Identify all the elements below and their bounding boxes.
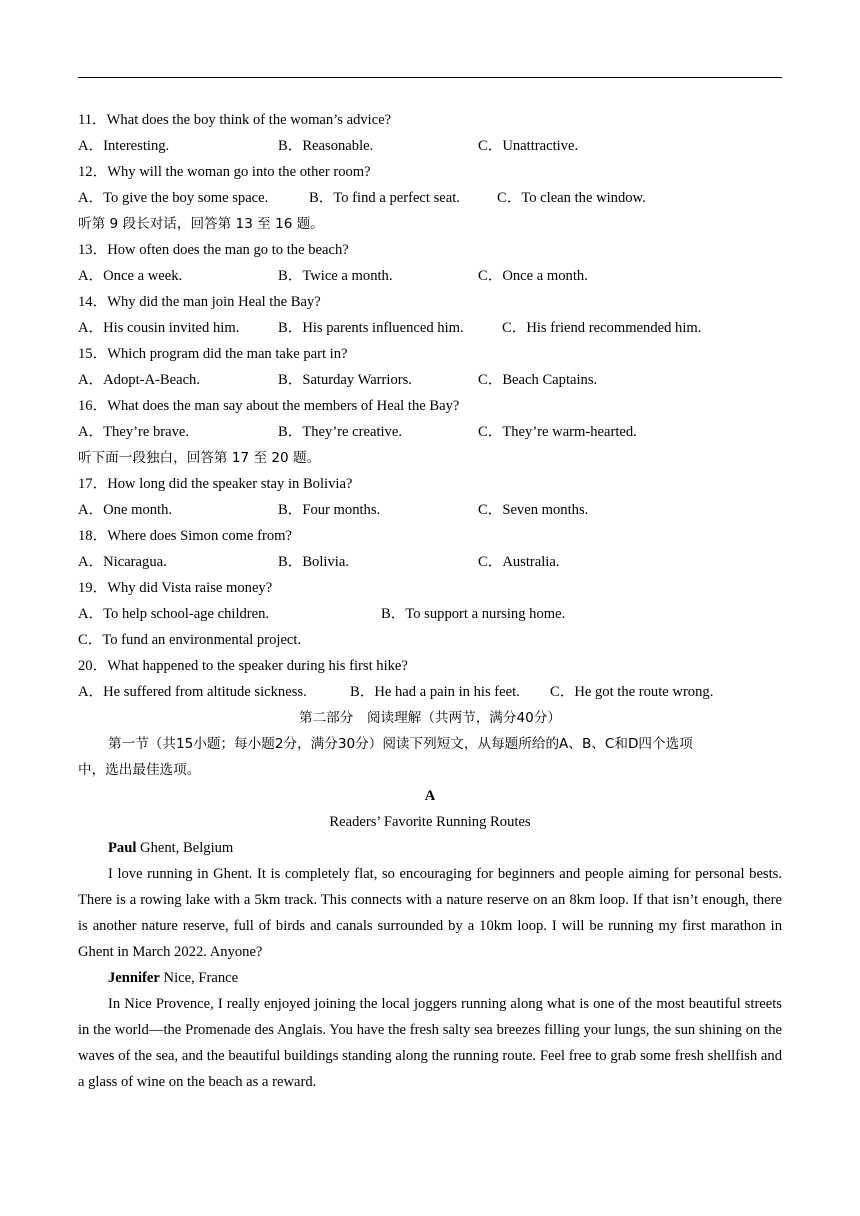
- question-20-stem: 20．What happened to the speaker during his first hike?: [78, 658, 408, 674]
- question-16-stem: 16．What does the man say about the members of Heal the Bay?: [78, 398, 460, 414]
- question-20-options: [78, 679, 782, 705]
- instruction-monologue: 听下面一段独白，回答第 17 至 20 题。: [78, 450, 321, 466]
- option-c: C．His friend recommended him.: [502, 320, 702, 336]
- entry-name: Jennifer: [108, 970, 160, 986]
- question-18-options: [78, 549, 782, 575]
- question-19-stem: 19．Why did Vista raise money?: [78, 580, 273, 596]
- question-17-options: [78, 497, 782, 523]
- option-a: A．Nicaragua.: [78, 554, 167, 570]
- question-12-options: [78, 185, 782, 211]
- entry-heading-paul: [78, 835, 782, 861]
- option-c: C．They’re warm-hearted.: [478, 424, 637, 440]
- question-18-stem: 18．Where does Simon come from?: [78, 528, 292, 544]
- option-b: B．He had a pain in his feet.: [350, 684, 520, 700]
- option-c: C．He got the route wrong.: [550, 684, 714, 700]
- option-a: A．Interesting.: [78, 138, 170, 154]
- question-13-stem: 13．How often does the man go to the beach?: [78, 242, 349, 258]
- entry-text-paul: I love running in Ghent. It is completely flat, so encouraging for beginners and people aiming for personal bests. There is a rowing lake with a 5km track. This connects with a nature reserve on an 8km loop. If that isn’t enough, there is another nature reserve, full of birds and canals surrounded by a 10km loop. I will be running my first marathon in Ghent in March 2022. Anyone?: [78, 866, 782, 960]
- option-b: B．Saturday Warriors.: [278, 372, 412, 388]
- section-1-instruction-line1: 第一节（共15小题；每小题2分，满分30分）阅读下列短文，从每题所给的A、B、C和D四个选项: [108, 736, 693, 752]
- option-a: A．One month.: [78, 502, 173, 518]
- part-2-title: 第二部分 阅读理解（共两节，满分40分）: [299, 710, 561, 726]
- option-a: A．To help school-age children.: [78, 606, 270, 622]
- entry-place: Ghent, Belgium: [136, 840, 234, 856]
- question-12-stem: 12．Why will the woman go into the other room?: [78, 164, 371, 180]
- instruction-dialog-9: 听第 9 段长对话，回答第 13 至 16 题。: [78, 216, 324, 232]
- option-a: A．His cousin invited him.: [78, 320, 240, 336]
- option-b: B．They’re creative.: [278, 424, 402, 440]
- option-c: C．To clean the window.: [497, 190, 646, 206]
- question-14-options: [78, 315, 782, 341]
- option-b: B．Reasonable.: [278, 138, 374, 154]
- question-17-stem: 17．How long did the speaker stay in Bolivia?: [78, 476, 353, 492]
- question-16-options: [78, 419, 782, 445]
- question-19-options-row2: [78, 627, 782, 653]
- section-1-instruction-line2: 中，选出最佳选项。: [78, 762, 201, 778]
- entry-name: Paul: [108, 840, 137, 856]
- option-c: C．Once a month.: [478, 268, 588, 284]
- option-b: B．Four months.: [278, 502, 381, 518]
- option-a: A．He suffered from altitude sickness.: [78, 684, 307, 700]
- option-c: C．To fund an environmental project.: [78, 632, 302, 648]
- option-c: C．Unattractive.: [478, 138, 579, 154]
- entry-place: Nice, France: [159, 970, 239, 986]
- option-a: A．They’re brave.: [78, 424, 190, 440]
- option-c: C．Beach Captains.: [478, 372, 598, 388]
- question-15-stem: 15．Which program did the man take part in?: [78, 346, 348, 362]
- entry-heading-jennifer: [78, 965, 782, 991]
- entry-text-jennifer: In Nice Provence, I really enjoyed joining the local joggers running along what is one of the most beautiful streets in the world—the Promenade des Anglais. You have the fresh salty sea breezes filling your lungs, the sun shining on the waves of the sea, and the beautiful buildings standing along the running route. Feel free to grab some fresh shellfish and a glass of wine on the beach as a reward.: [78, 996, 782, 1090]
- option-b: B．Bolivia.: [278, 554, 349, 570]
- option-b: B．His parents influenced him.: [278, 320, 464, 336]
- option-a: A．Once a week.: [78, 268, 183, 284]
- question-15-options: [78, 367, 782, 393]
- question-13-options: [78, 263, 782, 289]
- header-rule: [78, 77, 782, 78]
- option-a: A．To give the boy some space.: [78, 190, 269, 206]
- question-14-stem: 14．Why did the man join Heal the Bay?: [78, 294, 321, 310]
- option-c: C．Seven months.: [478, 502, 589, 518]
- option-b: B．Twice a month.: [278, 268, 393, 284]
- option-c: C．Australia.: [478, 554, 560, 570]
- option-b: B．To find a perfect seat.: [309, 190, 460, 206]
- question-11-options: [78, 133, 782, 159]
- question-19-options-row1: [78, 601, 782, 627]
- question-11-stem: 11．What does the boy think of the woman’s advice?: [78, 112, 392, 128]
- passage-title: Readers’ Favorite Running Routes: [329, 814, 531, 830]
- option-a: A．Adopt-A-Beach.: [78, 372, 200, 388]
- passage-letter: A: [424, 788, 436, 804]
- option-b: B．To support a nursing home.: [381, 606, 566, 622]
